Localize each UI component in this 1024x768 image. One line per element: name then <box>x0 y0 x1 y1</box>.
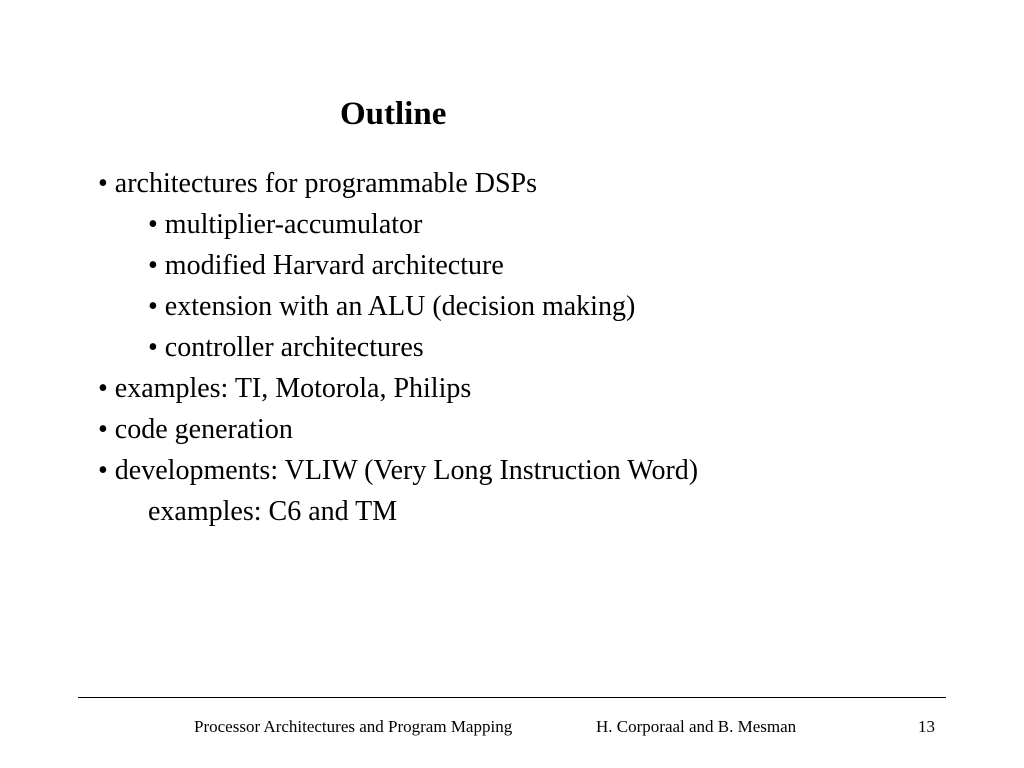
page-number: 13 <box>918 717 935 736</box>
outline-item: • developments: VLIW (Very Long Instruction Word) <box>98 455 699 486</box>
footer-divider <box>78 697 946 698</box>
outline-item: • examples: TI, Motorola, Philips <box>98 373 472 404</box>
outline-subitem: examples: C6 and TM <box>148 496 398 527</box>
outline-subitem: • extension with an ALU (decision making) <box>148 291 636 322</box>
footer-course-title: Processor Architectures and Program Mapping <box>194 717 513 736</box>
outline-subitem: • controller architectures <box>148 332 424 363</box>
outline-subitem: • modified Harvard architecture <box>148 250 504 281</box>
footer-authors: H. Corporaal and B. Mesman <box>596 717 797 736</box>
outline-list <box>98 163 698 532</box>
outline-subitem: • multiplier-accumulator <box>148 209 423 240</box>
outline-item: • architectures for programmable DSPs <box>98 168 538 199</box>
outline-item: • code generation <box>98 414 293 445</box>
slide-title: Outline <box>340 96 447 132</box>
